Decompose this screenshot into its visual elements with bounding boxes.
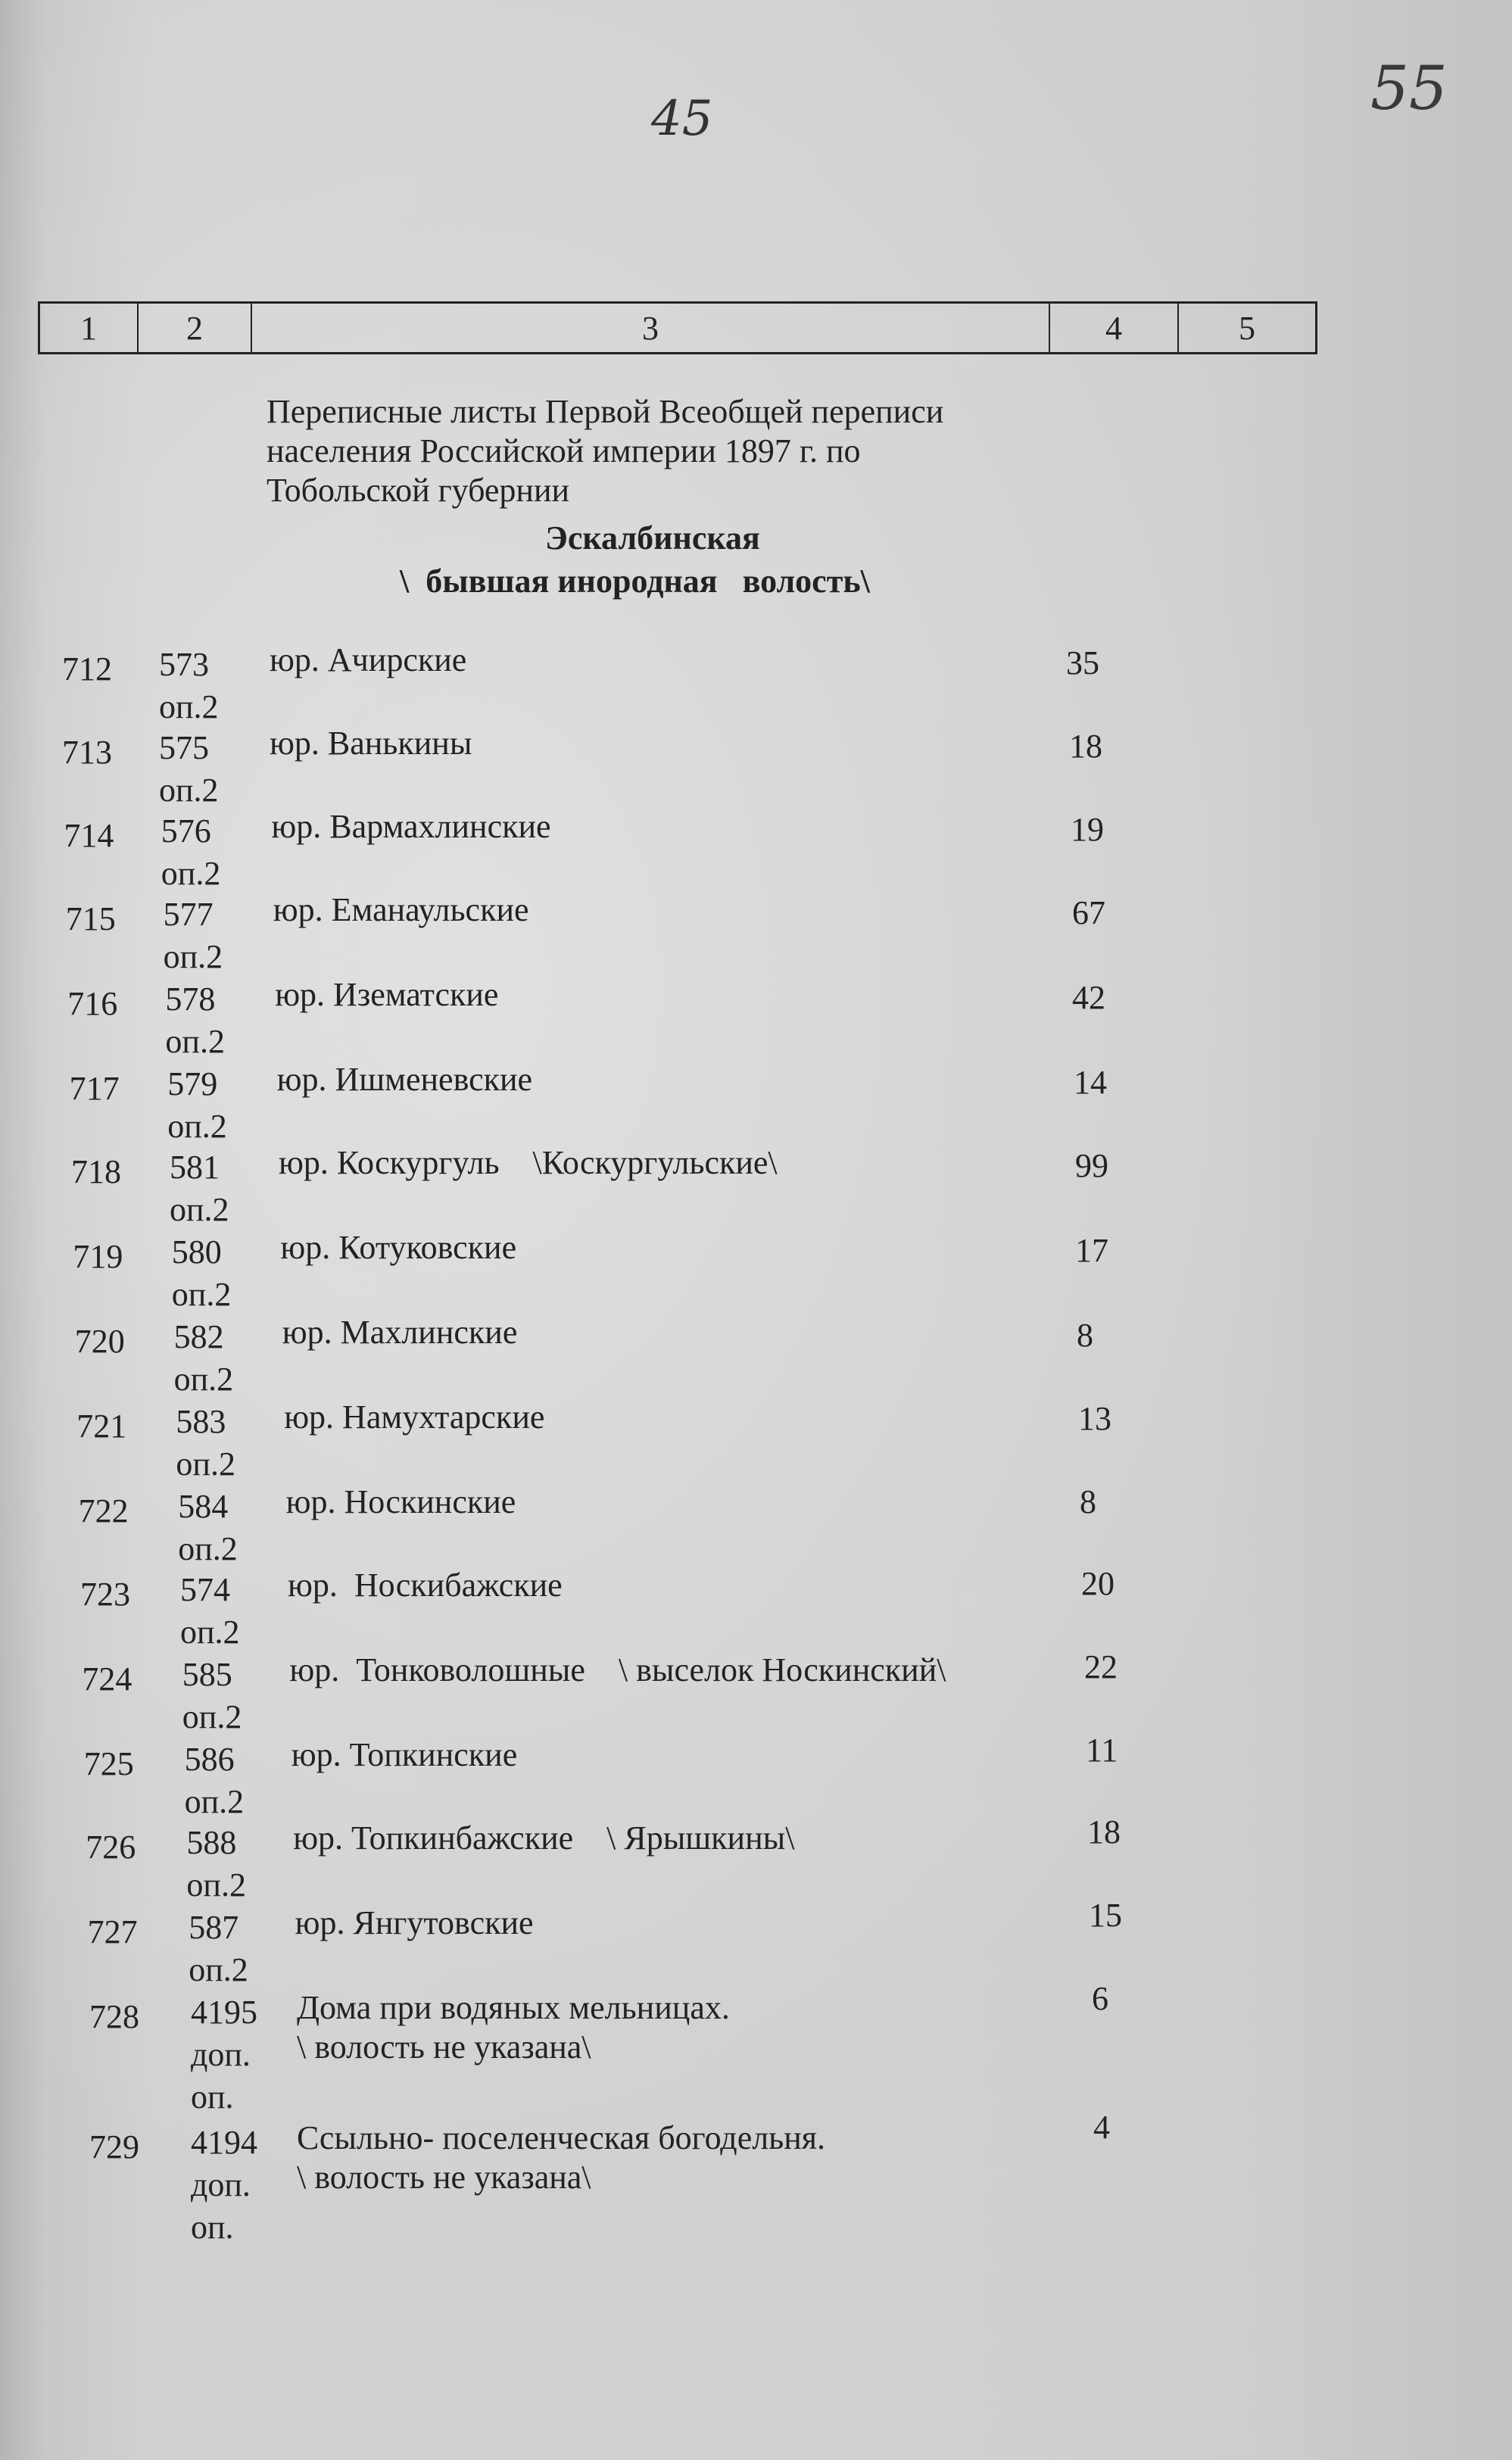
settlement-name-line: Дома при водяных мельницах.	[297, 1989, 730, 2026]
household-count: 17	[1075, 1232, 1108, 1269]
archive-code-line: оп.2	[163, 938, 223, 975]
archive-code-line: оп.2	[167, 1108, 227, 1145]
settlement-name	[270, 641, 466, 680]
settlement-name	[291, 1735, 517, 1775]
archive-code-line: 577	[163, 896, 214, 933]
household-count: 15	[1089, 1897, 1122, 1934]
settlement-name	[270, 724, 472, 763]
archive-code	[161, 810, 221, 895]
archive-code	[159, 644, 219, 728]
settlement-name	[273, 890, 529, 930]
settlement-name	[297, 1988, 730, 2067]
settlement-name	[295, 1903, 534, 1943]
archive-code-line: 585	[182, 1656, 232, 1693]
settlement-name	[275, 975, 498, 1015]
household-count: 42	[1072, 979, 1105, 1016]
archive-code	[165, 978, 225, 1063]
settlement-name-line: юр. Махлинские	[282, 1314, 518, 1351]
intro-text	[267, 392, 943, 510]
settlement-name	[286, 1483, 516, 1522]
archive-code-line: оп.2	[184, 1783, 245, 1820]
settlement-name-line: юр. Топкинбажские \ Ярышкины\	[293, 1819, 795, 1857]
settlement-name-line: Ссыльно- поселенческая богодельня.	[297, 2119, 826, 2156]
archive-code-line: 588	[186, 1824, 237, 1861]
archive-code	[180, 1569, 240, 1654]
household-count: 11	[1086, 1732, 1118, 1769]
archive-code	[164, 893, 223, 978]
row-number: 716	[67, 985, 118, 1022]
settlement-name-line: \ волость не указана\	[297, 2159, 591, 2196]
row-number: 715	[65, 900, 116, 937]
archive-code	[167, 1063, 227, 1148]
settlement-name	[297, 2119, 825, 2197]
row-number: 721	[76, 1408, 127, 1445]
row-number: 717	[69, 1070, 120, 1107]
intro-line: Переписные листы Первой Всеобщей переписи	[267, 393, 944, 430]
settlement-name	[293, 1819, 794, 1858]
archive-code-line: 581	[170, 1149, 220, 1186]
row-number: 729	[89, 2128, 139, 2165]
archive-code-line: оп.2	[159, 688, 219, 725]
row-number: 712	[62, 650, 112, 687]
archive-code-line: оп.2	[189, 1951, 248, 1988]
settlement-name	[279, 1143, 778, 1183]
column-header-3: 3	[252, 304, 1050, 352]
settlement-name-line: юр. Коскургуль \Коскургульские\	[279, 1144, 778, 1181]
row-number: 719	[73, 1238, 123, 1275]
archive-code-line: 4194	[191, 2124, 257, 2161]
settlement-name-line: юр. Носкинские	[285, 1483, 516, 1520]
section-subtitle: \ бывшая инородная волость\	[400, 563, 870, 600]
archive-code	[172, 1231, 232, 1316]
intro-line: населения Российской империи 1897 г. по	[267, 432, 861, 469]
household-count: 18	[1087, 1813, 1121, 1850]
settlement-name-line: юр. Тонковолошные \ выселок Носкинский\	[289, 1651, 946, 1688]
archive-code-line: оп.	[191, 2209, 234, 2246]
archive-code-line: доп.	[191, 2166, 251, 2203]
row-number: 725	[83, 1745, 134, 1782]
column-header-2: 2	[139, 304, 252, 352]
settlement-name-line: юр. Ишменевские	[276, 1061, 533, 1098]
household-count: 67	[1072, 894, 1105, 931]
archive-code-line: оп.2	[165, 1023, 225, 1060]
archive-code	[189, 1907, 248, 1991]
settlement-name	[289, 1651, 946, 1690]
household-count: 18	[1069, 728, 1102, 765]
archive-code-line: 580	[171, 1233, 222, 1271]
household-count: 6	[1092, 1980, 1108, 2017]
row-number: 723	[80, 1576, 130, 1613]
archive-code-line: 582	[173, 1318, 224, 1355]
settlement-name	[288, 1566, 563, 1605]
archive-code-line: оп.2	[170, 1191, 229, 1228]
row-number: 714	[64, 817, 114, 854]
archive-code-line: доп.	[191, 2036, 251, 2073]
settlement-name-line: юр. Котуковские	[280, 1229, 517, 1266]
settlement-name-line: юр. Янгутовские	[295, 1904, 534, 1941]
archive-code-line: 574	[180, 1571, 230, 1608]
archive-code-line: 573	[159, 646, 209, 683]
archive-code-line: 579	[167, 1065, 218, 1102]
archive-code	[159, 727, 219, 812]
archive-code	[178, 1486, 238, 1570]
settlement-name	[282, 1313, 518, 1352]
archive-code-line: оп.2	[173, 1361, 234, 1398]
household-count: 19	[1071, 811, 1104, 848]
archive-code	[174, 1316, 234, 1401]
row-number: 720	[74, 1323, 125, 1360]
household-count: 20	[1081, 1565, 1115, 1602]
archive-code-line: 583	[176, 1403, 226, 1440]
archive-code-line: 587	[189, 1909, 239, 1946]
settlement-name-line: юр. Еманаульские	[273, 891, 529, 928]
settlement-name	[271, 807, 550, 847]
handwritten-page-number: 45	[651, 91, 713, 147]
settlement-name	[284, 1398, 544, 1437]
archive-code-line: 578	[165, 981, 216, 1018]
column-header-4: 4	[1050, 304, 1179, 352]
settlement-name-line: юр. Носкибажские	[288, 1567, 563, 1604]
settlement-name-line: юр. Вармахлинские	[271, 808, 551, 845]
settlement-name-line: юр. Ачирские	[270, 641, 467, 678]
row-number: 727	[87, 1913, 138, 1950]
archive-code	[185, 1738, 245, 1823]
row-number: 713	[62, 734, 112, 771]
archive-code-line: оп.2	[161, 855, 221, 892]
archive-code-line: 4195	[191, 1994, 257, 2031]
archive-code	[191, 1991, 257, 2119]
archive-code-line: оп.2	[159, 772, 219, 809]
column-header-table	[38, 301, 1317, 354]
settlement-name	[280, 1228, 516, 1267]
household-count: 99	[1075, 1147, 1108, 1184]
row-number: 722	[78, 1492, 129, 1529]
archive-code	[191, 2122, 257, 2249]
row-number: 724	[82, 1660, 132, 1698]
archive-code-line: 584	[178, 1488, 229, 1525]
archive-code	[182, 1654, 242, 1738]
intro-line: Тобольской губернии	[267, 472, 570, 509]
settlement-name	[277, 1060, 532, 1099]
household-count: 35	[1066, 644, 1099, 681]
settlement-name-line: юр. Намухтарские	[284, 1398, 545, 1436]
archive-code-line: 586	[184, 1741, 235, 1778]
handwritten-folio-number: 55	[1370, 53, 1448, 123]
archive-code-line: оп.2	[178, 1530, 238, 1567]
archive-code-line: 576	[161, 812, 211, 850]
row-number: 718	[71, 1153, 121, 1190]
archive-code	[170, 1146, 229, 1231]
row-number: 728	[89, 1998, 139, 2035]
section-title: Эскалбинская	[545, 519, 760, 557]
archive-code-line: оп.2	[171, 1276, 232, 1313]
archive-code-line: оп.2	[176, 1445, 235, 1483]
settlement-name-line: юр. Топкинские	[291, 1736, 518, 1773]
archive-code-line: оп.2	[182, 1698, 242, 1735]
column-header-1: 1	[40, 304, 139, 352]
archive-code-line: оп.2	[186, 1866, 246, 1903]
archive-code-line: оп.2	[180, 1613, 240, 1651]
archive-code	[186, 1822, 246, 1907]
household-count: 8	[1080, 1483, 1096, 1520]
household-count: 4	[1093, 2109, 1110, 2146]
household-count: 22	[1084, 1648, 1118, 1685]
settlement-name-line: юр. Ванькины	[270, 725, 472, 762]
archive-code-line: оп.	[191, 2078, 234, 2115]
column-header-5: 5	[1239, 309, 1255, 347]
household-count: 8	[1077, 1317, 1093, 1354]
household-count: 13	[1078, 1400, 1111, 1437]
settlement-name-line: юр. Изематские	[275, 976, 499, 1013]
row-number: 726	[86, 1829, 136, 1866]
archive-code	[176, 1401, 235, 1486]
settlement-name-line: \ волость не указана\	[297, 2028, 591, 2066]
archive-code-line: 575	[159, 729, 209, 766]
household-count: 14	[1074, 1064, 1107, 1101]
